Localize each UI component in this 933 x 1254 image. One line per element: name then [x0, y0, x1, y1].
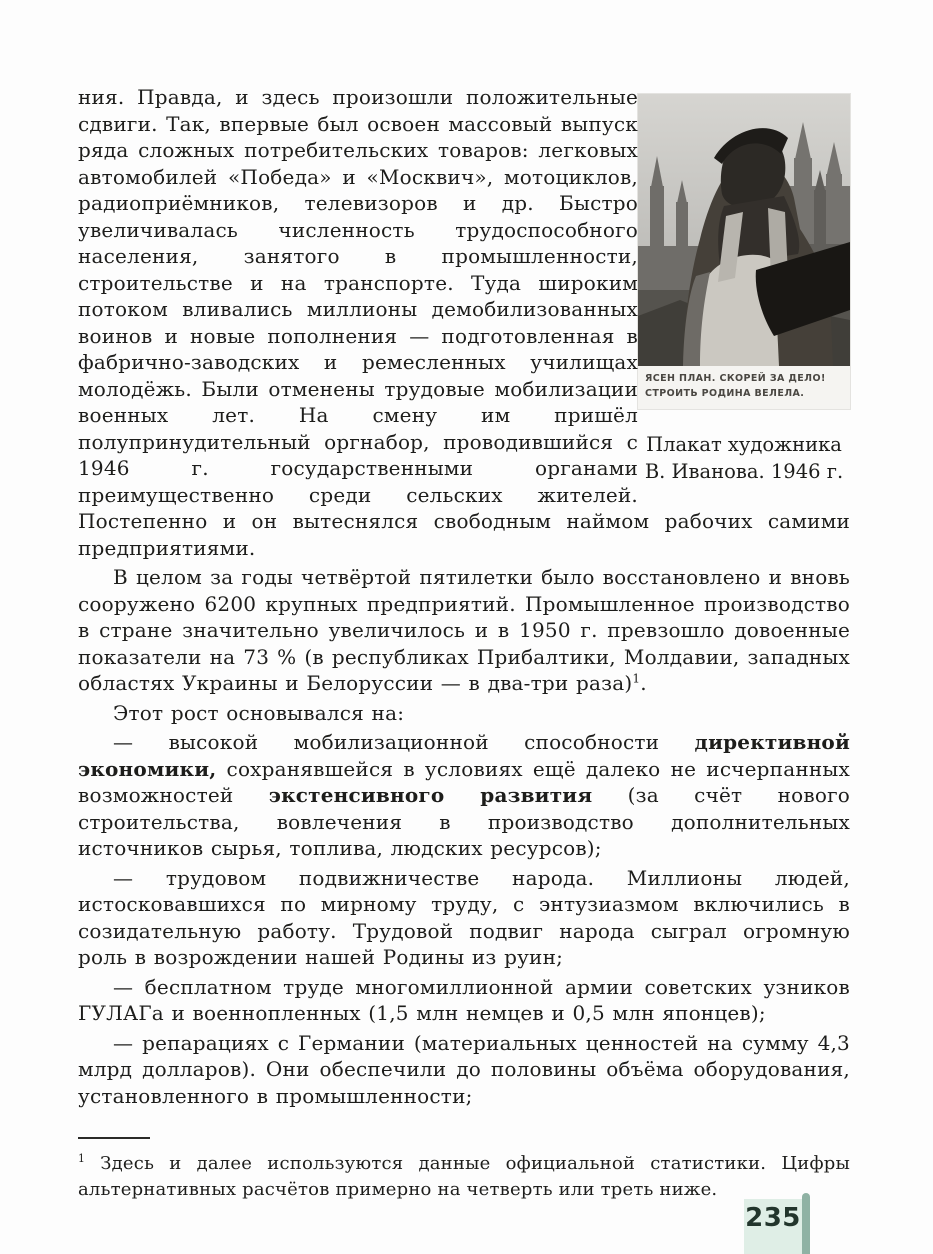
page-number-tab-bar	[802, 1193, 810, 1254]
poster-slogan	[638, 366, 850, 409]
poster-caption	[638, 431, 850, 485]
paragraph-4-bullet: — высокой мобилизационной способности директивной экономики, сохранявшейся в условиях ещё далеко не исчерпанных возможностей экстенсивного развития (за счёт нового строительства, вовлечения в производство дополнительных источников сырья, топлива, людских ресурсов);	[78, 730, 850, 860]
poster-caption-line1: Плакат художника	[646, 433, 842, 456]
poster-image	[638, 94, 850, 409]
paragraph-7-bullet: — репарациях с Германии (материальных ценностей на сумму 4,3 млрд долларов). Они обеспечили до половины объёма оборудования, установленного в промышленности;	[78, 1030, 850, 1108]
poster-slogan-line2: СТРОИТЬ РОДИНА ВЕЛЕЛА.	[645, 388, 805, 399]
poster-slogan-line1: ЯСЕН ПЛАН. СКОРЕЙ ЗА ДЕЛО!	[645, 373, 826, 384]
page-content	[78, 84, 850, 1203]
poster-caption-line2: В. Иванова. 1946 г.	[644, 460, 844, 483]
paragraph-1: ния. Правда, и здесь произошли положительные сдвиги. Так, впервые был освоен массовый выпуск ряда сложных потребительских товаров: легковых автомобилей «Победа» и «Москвич», мотоциклов, радиоприёмников, телевизоров и др. Быстро увеличивалась численность трудоспособного населения, занятого в промышленности, строительстве и на транспорте. Туда широким потоком вливались миллионы демобилизованных воинов и новые пополнения — подготовленная в фабрично-заводских и ремесленных училищах молодёжь. Были отменены трудовые мобилизации военных лет. На смену им пришёл полупринудительный оргнабор, проводившийся с 1946 г. государственными органами преимущественно среди сельских жителей. Постепенно и он вытеснялся свободным наймом рабочих самими предприятиями.	[78, 85, 850, 560]
paragraph-6-bullet: — бесплатном труде многомиллионной армии советских узников ГУЛАГа и военнопленных (1,5 млн немцев и 0,5 млн японцев);	[78, 974, 850, 1025]
page-number: 235	[745, 1203, 801, 1233]
poster-artwork	[638, 94, 850, 366]
paragraph-5-bullet: — трудовом подвижничестве народа. Миллионы людей, истосковавшихся по мирному труду, с энтузиазмом включились в созидательную работу. Трудовой подвиг народа сыграл огромную роль в возрождении нашей Родины из руин;	[78, 865, 850, 969]
poster-figure	[638, 94, 850, 493]
footnote-divider	[78, 1137, 150, 1139]
paragraph-3: Этот рост основывался на:	[113, 700, 405, 725]
paragraph-2: В целом за годы четвёртой пятилетки было восстановлено и вновь сооружено 6200 крупных предприятий. Промышленное производство в стране значительно увеличилось и в 1950 г. превзошло довоенные показатели на 73 % (в республиках Прибалтики, Молдавии, западных областях Украины и Белоруссии — в два-три раза)$^1$.	[78, 565, 850, 695]
footnote-text: $^1$ Здесь и далее используются данные официальной статистики. Цифры альтернативных расчётов примерно на четверть или треть ниже.	[78, 1152, 850, 1200]
